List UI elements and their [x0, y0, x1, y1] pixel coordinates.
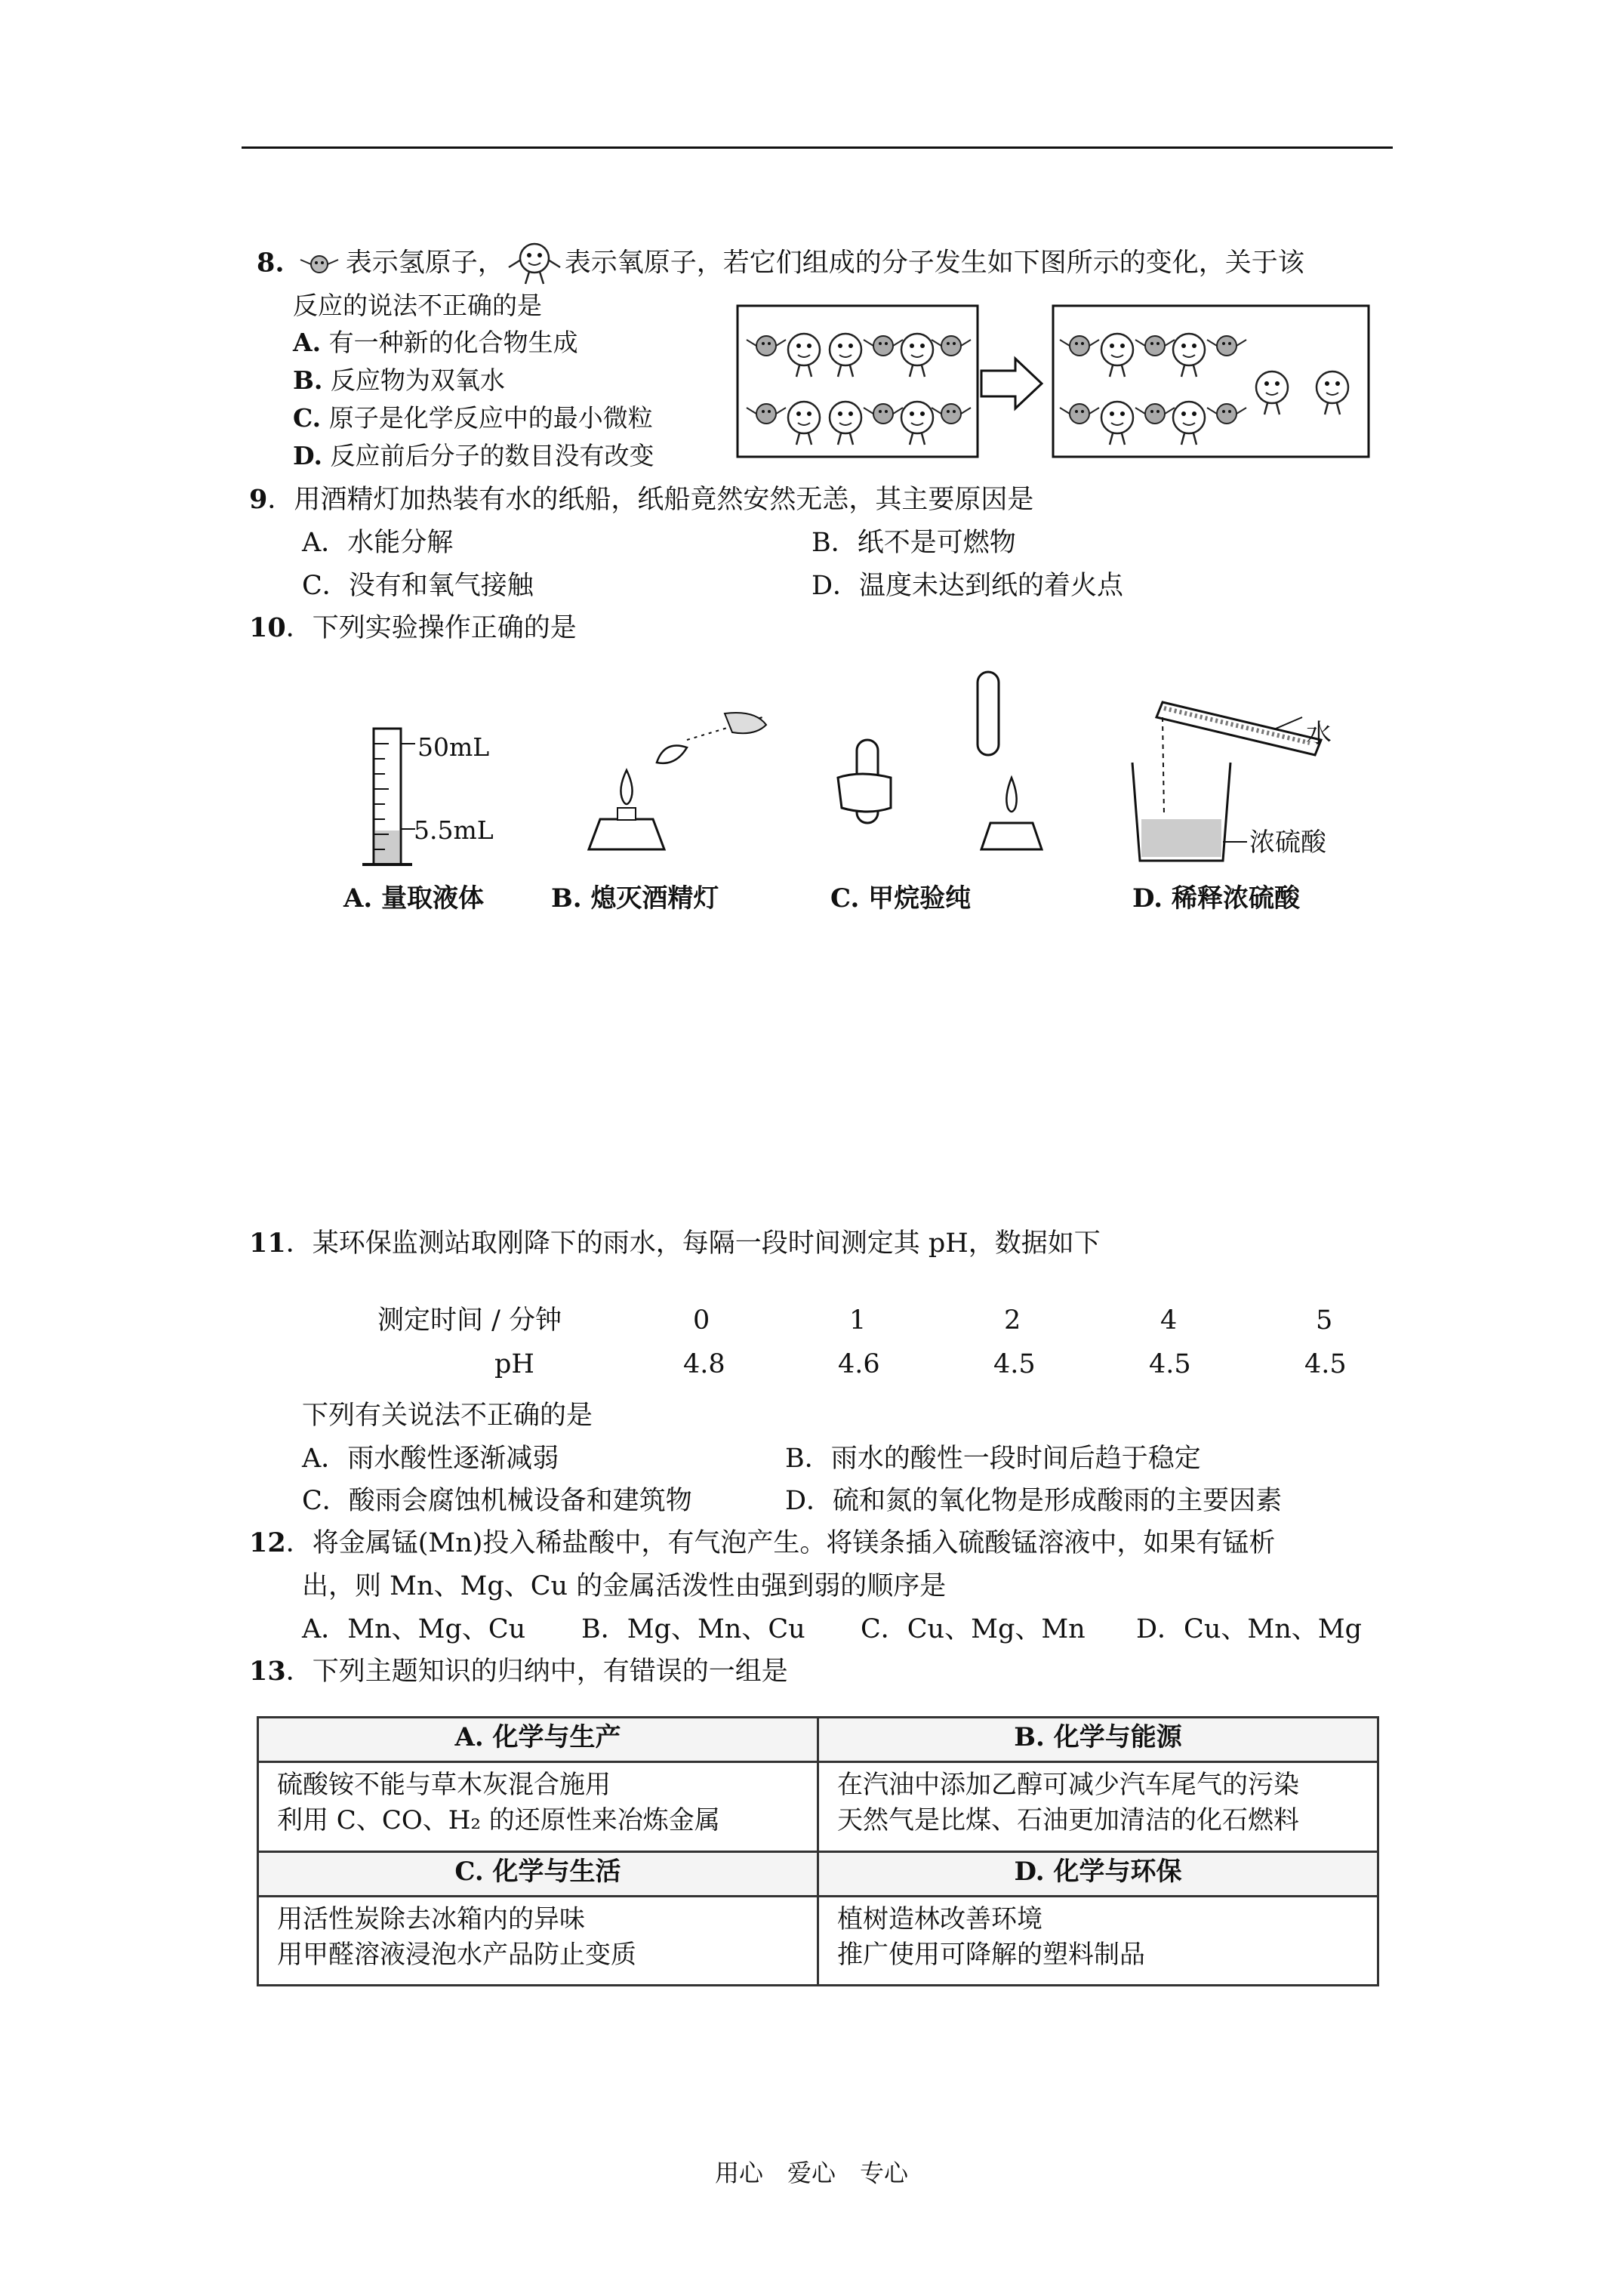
ph-table-ph-label: pH: [494, 1349, 534, 1379]
q13-b-line1: 在汽油中添加乙醇可减少汽车尾气的污染: [837, 1770, 1299, 1800]
alcohol-lamp-blowing-illustration: [551, 695, 778, 876]
q12-stem-line2: 出，则 Mn、Mg、Cu 的金属活泼性由强到弱的顺序是: [302, 1571, 947, 1601]
q13-c-line2: 用甲醛溶液浸泡水产品防止变质: [277, 1939, 636, 1970]
ph-table-ph-3: 4.5: [1149, 1349, 1191, 1379]
q11-option-a: A．雨水酸性逐渐减弱: [302, 1444, 559, 1474]
ph-table-ph-1: 4.6: [838, 1349, 880, 1379]
q9-stem: 9．用酒精灯加热装有水的纸船，纸船竟然安然无恙，其主要原因是: [249, 484, 1034, 515]
q8-line1: 8. 表示氢原子， 表示氧原子，若它们组成的分子发生如下图所示的变化，关于该: [257, 240, 1304, 288]
q8-option-c: C. 原子是化学反应中的最小微粒: [293, 403, 653, 433]
q10-caption-a: A. 量取液体: [343, 883, 485, 914]
q12-option-c: C．Cu、Mg、Mn: [861, 1614, 1086, 1644]
q8-line2: 反应的说法不正确的是: [293, 291, 542, 320]
arrow-right-icon: [981, 359, 1042, 408]
q13-d-line1: 植树造林改善环境: [837, 1903, 1042, 1934]
ph-table-ph-0: 4.8: [683, 1349, 725, 1379]
q9-option-d: D．温度未达到纸的着火点: [812, 571, 1124, 601]
q8-option-d: D. 反应前后分子的数目没有改变: [293, 441, 654, 470]
q11-option-c: C．酸雨会腐蚀机械设备和建筑物: [302, 1486, 692, 1516]
header-rule: [242, 146, 1393, 149]
q11-stem: 11．某环保监测站取刚降下的雨水，每隔一段时间测定其 pH，数据如下: [249, 1228, 1101, 1259]
oxygen-atom-icon: [504, 240, 565, 288]
q13-b-line2: 天然气是比煤、石油更加清洁的化石燃料: [837, 1805, 1299, 1835]
ph-table-time-3: 4: [1160, 1305, 1178, 1336]
q13-head-c: C. 化学与生活: [258, 1851, 818, 1896]
q12-option-b: B．Mg、Mn、Cu: [581, 1614, 805, 1644]
q13-c-line1: 用活性炭除去冰箱内的异味: [277, 1903, 585, 1934]
q13-body-a: [258, 1762, 818, 1852]
q11-option-b: B．雨水的酸性一段时间后趋于稳定: [785, 1444, 1201, 1474]
q9-option-b: B．纸不是可燃物: [812, 528, 1016, 558]
q13-a-line2: 利用 C、CO、H₂ 的还原性来冶炼金属: [277, 1805, 720, 1835]
q12-stem-line1: 12．将金属锰(Mn)投入稀盐酸中，有气泡产生。将镁条插入硫酸锰溶液中，如果有锰析: [249, 1527, 1276, 1558]
q10-caption-b: B. 熄灭酒精灯: [551, 883, 719, 914]
q9-option-c: C．没有和氧气接触: [302, 571, 534, 601]
q13-head-d: D. 化学与环保: [818, 1851, 1378, 1896]
page-footer: 用心 爱心 专心: [714, 2159, 908, 2187]
ph-table-time-4: 5: [1316, 1305, 1333, 1336]
q13-stem: 13．下列主题知识的归纳中，有错误的一组是: [249, 1656, 788, 1687]
cylinder-mark-5-5ml: 5.5mL: [414, 815, 494, 845]
acid-label: 浓硫酸: [1249, 827, 1326, 858]
q8-option-b: B. 反应物为双氧水: [293, 365, 505, 395]
ph-table-ph-2: 4.5: [993, 1349, 1036, 1379]
reaction-diagram: [736, 304, 1378, 463]
q10-caption-d: D. 稀释浓硫酸: [1132, 883, 1300, 914]
ph-table-ph-4: 4.5: [1304, 1349, 1347, 1379]
water-label: 水: [1306, 719, 1332, 749]
ph-table-time-0: 0: [693, 1305, 710, 1336]
ph-table-time-2: 2: [1004, 1305, 1021, 1336]
q10-caption-c: C. 甲烷验纯: [830, 883, 972, 914]
ph-table-time-label: 测定时间 / 分钟: [377, 1305, 562, 1336]
q13-body-d: [818, 1896, 1378, 1986]
q10-stem: 10．下列实验操作正确的是: [249, 612, 577, 643]
hydrogen-atom-icon: [293, 249, 346, 279]
reactants-box: [738, 306, 978, 457]
q13-a-line1: 硫酸铵不能与草木灰混合施用: [277, 1770, 611, 1800]
q11-question: 下列有关说法不正确的是: [302, 1401, 593, 1431]
q13-head-b: B. 化学与能源: [818, 1718, 1378, 1762]
q12-option-d: D．Cu、Mn、Mg: [1136, 1614, 1363, 1644]
q13-body-c: [258, 1896, 818, 1986]
methane-purity-test-illustration: [823, 664, 1049, 876]
q13-body-b: [818, 1762, 1378, 1852]
q9-option-a: A．水能分解: [302, 528, 454, 558]
q13-topic-table: [257, 1716, 1379, 1986]
q12-option-a: A．Mn、Mg、Cu: [302, 1614, 526, 1644]
q8-option-a: A. 有一种新的化合物生成: [293, 328, 578, 357]
q11-option-d: D．硫和氮的氧化物是形成酸雨的主要因素: [785, 1486, 1283, 1516]
cylinder-mark-50ml: 50mL: [417, 732, 490, 762]
q13-d-line2: 推广使用可降解的塑料制品: [837, 1939, 1145, 1970]
ph-table-time-1: 1: [849, 1305, 867, 1336]
q13-head-a: A. 化学与生产: [258, 1718, 818, 1762]
